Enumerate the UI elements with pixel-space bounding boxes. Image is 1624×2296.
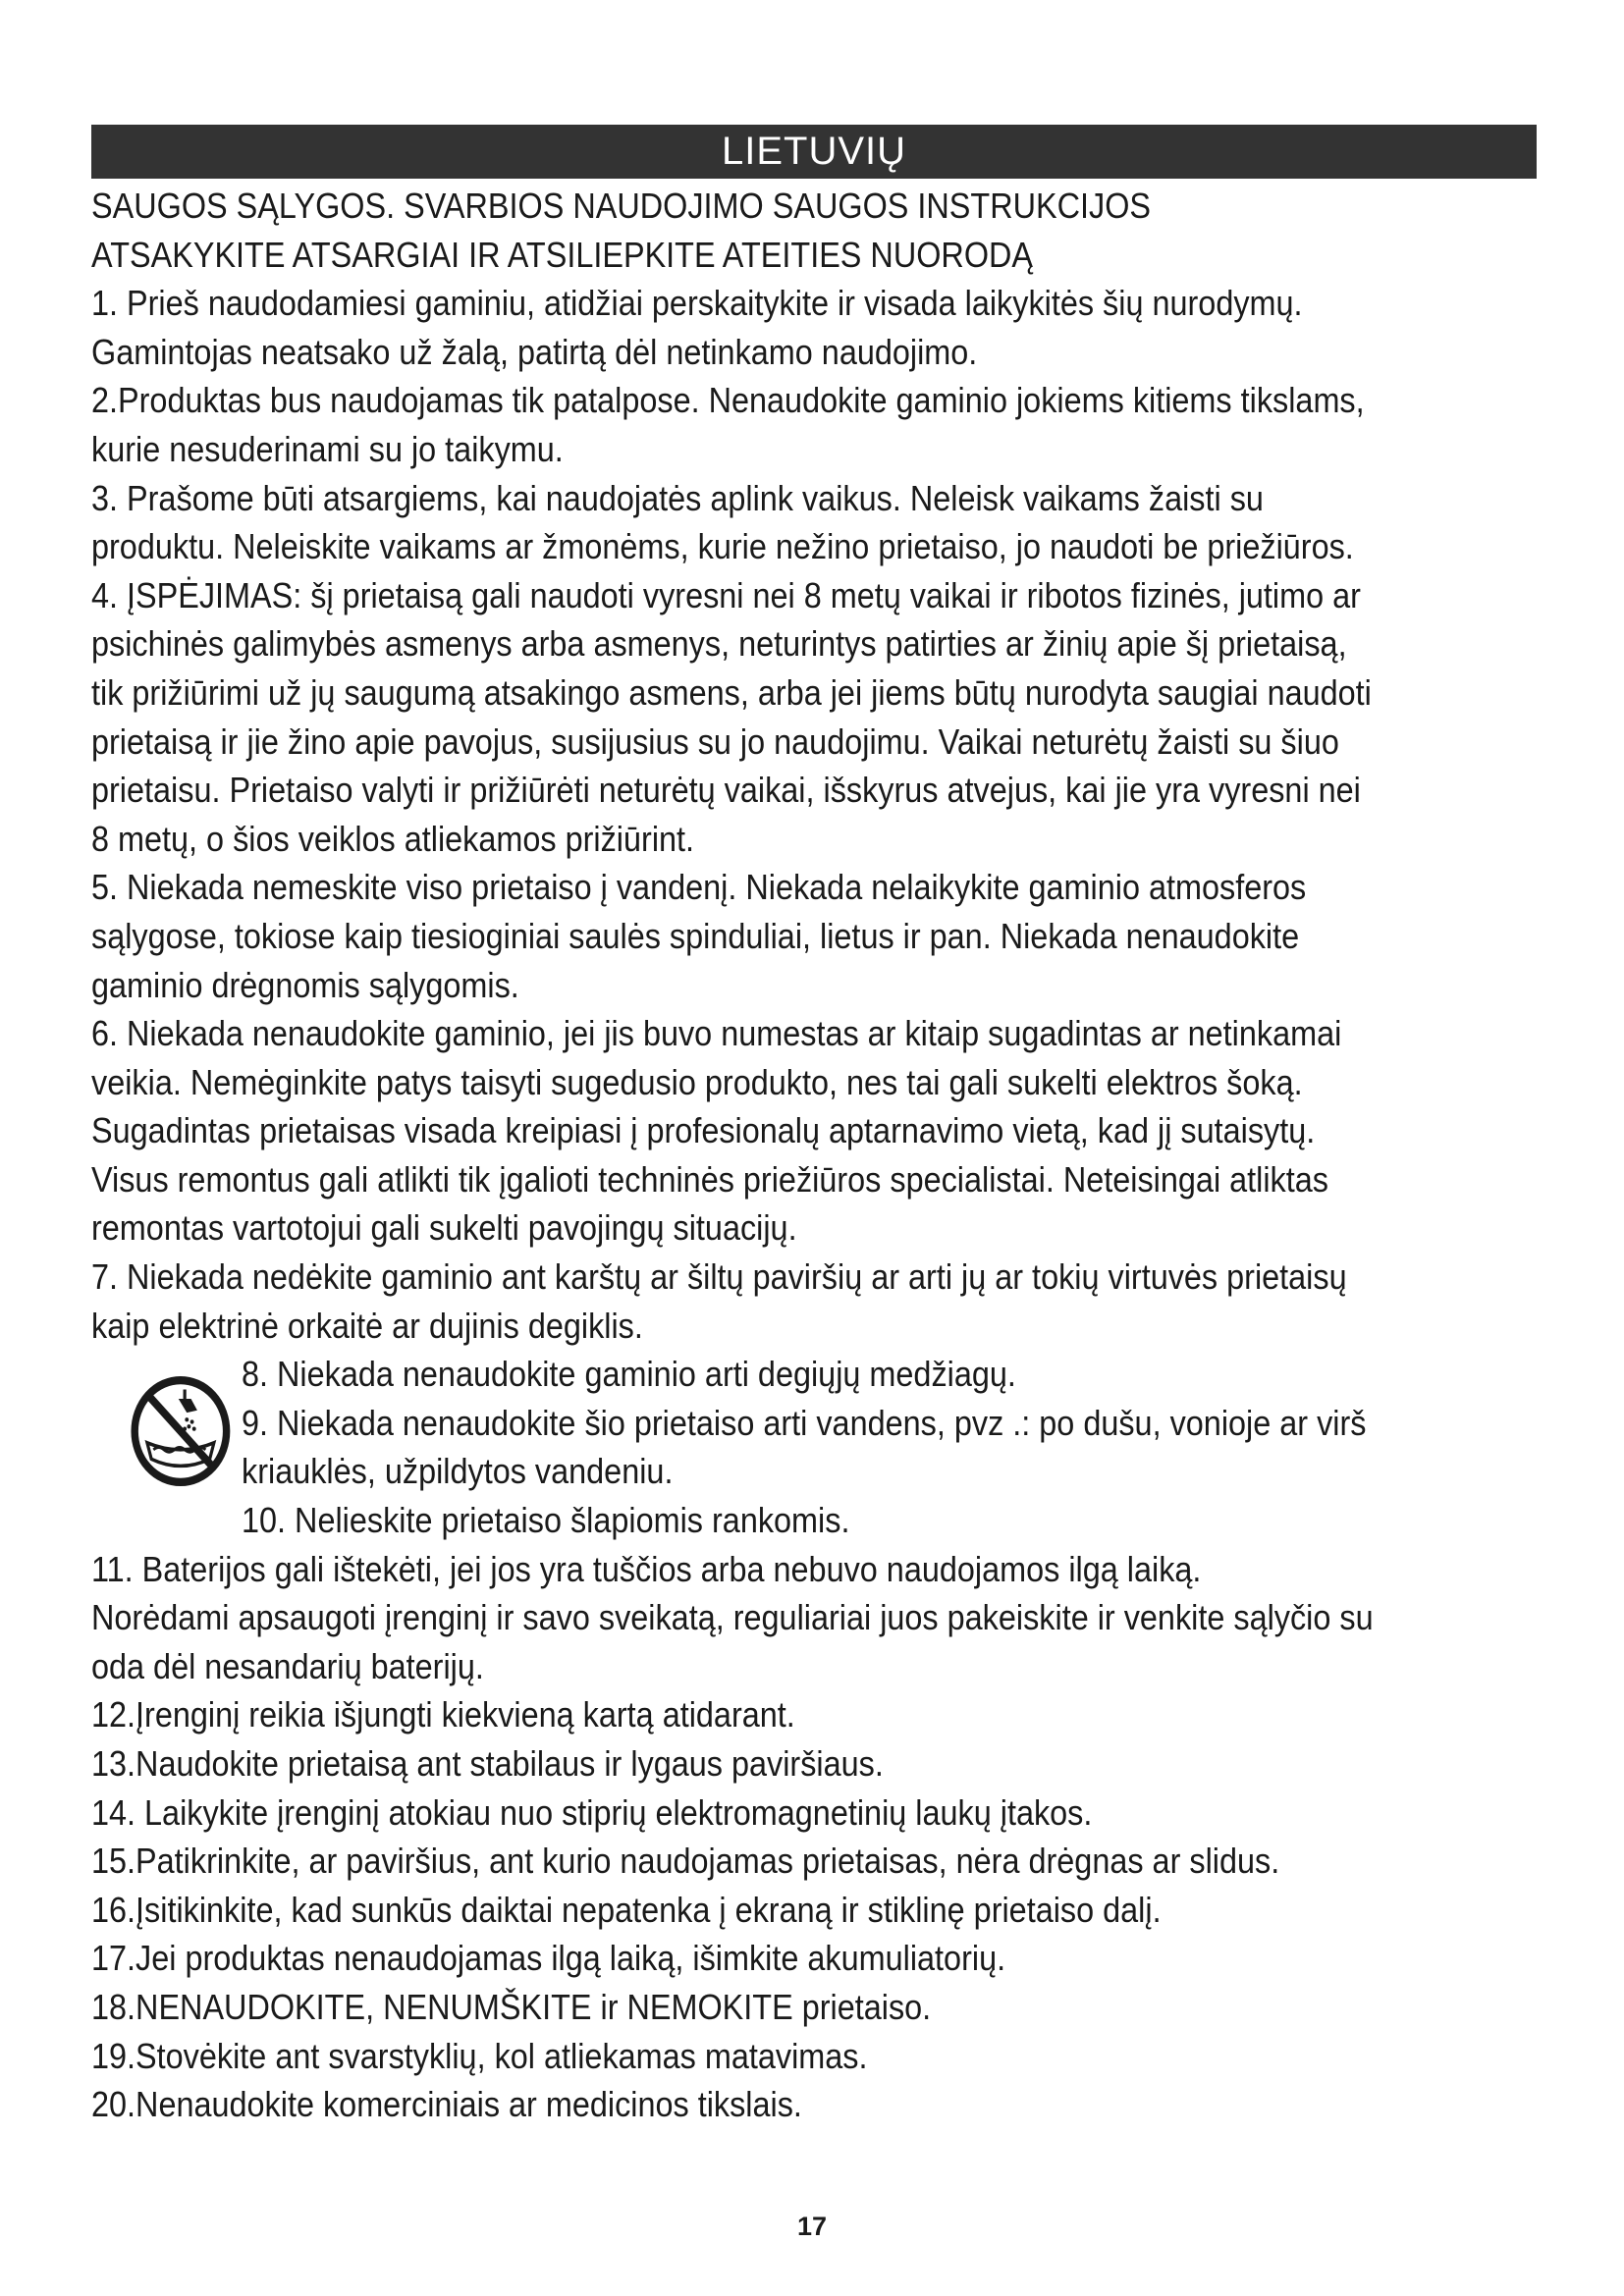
instruction-line: tik prižiūrimi už jų saugumą atsakingo asmens, arba jei jiems būtų nurodyta saugiai naudoti xyxy=(91,671,1372,713)
instruction-line: 12.Įrenginį reikia išjungti kiekvieną kartą atidarant. xyxy=(91,1694,795,1735)
instruction-line: 9. Niekada nenaudokite šio prietaiso arti vandens, pvz .: po dušu, vonioje ar virš xyxy=(242,1402,1367,1443)
instruction-line: kurie nesuderinami su jo taikymu. xyxy=(91,428,564,469)
instructions-content xyxy=(91,182,1541,2129)
page-number: 17 xyxy=(796,2212,828,2241)
instruction-line: oda dėl nesandarių baterijų. xyxy=(91,1645,484,1686)
no-water-near-shower-icon xyxy=(129,1373,233,1489)
instruction-line: remontas vartotojui gali sukelti pavojingų situacijų. xyxy=(91,1207,797,1249)
instruction-line: veikia. Nemėginkite patys taisyti sugedusio produkto, nes tai gali sukelti elektros šoką. xyxy=(91,1061,1303,1102)
instruction-line: 17.Jei produktas nenaudojamas ilgą laiką, išimkite akumuliatorių. xyxy=(91,1938,1006,1979)
instruction-line: 1. Prieš naudodamiesi gaminiu, atidžiai perskaitykite ir visada laikykitės šių nurodymų. xyxy=(91,283,1303,324)
instruction-line: kaip elektrinė orkaitė ar dujinis degiklis. xyxy=(91,1305,643,1346)
instruction-line: 11. Baterijos gali ištekėti, jei jos yra tuščios arba nebuvo naudojamos ilgą laiką. xyxy=(91,1548,1202,1589)
instruction-line: Gamintojas neatsako už žalą, patirtą dėl netinkamo naudojimo. xyxy=(91,331,978,372)
instruction-line: produktu. Neleiskite vaikams ar žmonėms, kurie nežino prietaiso, jo naudoti be priežiūros. xyxy=(91,526,1354,567)
instruction-line: prietaisu. Prietaiso valyti ir prižiūrėti neturėtų vaikai, išskyrus atvejus, kai jie yra vyresni nei xyxy=(91,770,1361,811)
instruction-line: 13.Naudokite prietaisą ant stabilaus ir lygaus paviršiaus. xyxy=(91,1743,884,1784)
instruction-line: 2.Produktas bus naudojamas tik patalpose. Nenaudokite gaminio jokiems kitiems tikslams, xyxy=(91,380,1365,421)
instruction-line: 7. Niekada nedėkite gaminio ant karštų ar šiltų paviršių ar arti jų ar tokių virtuvės prietaisų xyxy=(91,1256,1347,1298)
instruction-line: gaminio drėgnomis sąlygomis. xyxy=(91,964,519,1005)
instruction-line: Sugadintas prietaisas visada kreipiasi į profesionalų aptarnavimo vietą, kad jį sutaisytų. xyxy=(91,1110,1316,1151)
section-title: ATSAKYKITE ATSARGIAI IR ATSILIEPKITE ATEITIES NUORODĄ xyxy=(91,234,1034,275)
instruction-line: prietaisą ir jie žino apie pavojus, susijusius su jo naudojimu. Vaikai neturėtų žaisti su šiuo xyxy=(91,721,1339,762)
instruction-line: 4. ĮSPĖJIMAS: šį prietaisą gali naudoti vyresni nei 8 metų vaikai ir ribotos fizinės, jutimo ar xyxy=(91,574,1361,615)
language-header: LIETUVIŲ xyxy=(91,125,1537,179)
instruction-line: Norėdami apsaugoti įrenginį ir savo sveikatą, reguliariai juos pakeiskite ir venkite sąlyčio su xyxy=(91,1597,1374,1638)
instruction-line: sąlygose, tokiose kaip tiesioginiai saulės spinduliai, lietus ir pan. Niekada nenaudokite xyxy=(91,915,1300,956)
instruction-line: 16.Įsitikinkite, kad sunkūs daiktai nepatenka į ekraną ir stiklinę prietaiso dalį. xyxy=(91,1889,1162,1930)
instruction-line: 3. Prašome būti atsargiems, kai naudojatės aplink vaikus. Neleisk vaikams žaisti su xyxy=(91,477,1264,518)
section-title: SAUGOS SĄLYGOS. SVARBIOS NAUDOJIMO SAUGOS INSTRUKCIJOS xyxy=(91,186,1152,226)
water-warning-block xyxy=(91,1350,1541,1544)
instruction-line: 20.Nenaudokite komerciniais ar medicinos tikslais. xyxy=(91,2084,802,2125)
instruction-line: 8 metų, o šios veiklos atliekamos prižiūrint. xyxy=(91,818,695,859)
instruction-line: 6. Niekada nenaudokite gaminio, jei jis buvo numestas ar kitaip sugadintas ar netinkamai xyxy=(91,1013,1342,1054)
instruction-line: 15.Patikrinkite, ar paviršius, ant kurio naudojamas prietaisas, nėra drėgnas ar slidus. xyxy=(91,1841,1280,1882)
instruction-line: kriauklės, užpildytos vandeniu. xyxy=(242,1451,674,1492)
instruction-line: 5. Niekada nemeskite viso prietaiso į vandenį. Niekada nelaikykite gaminio atmosferos xyxy=(91,867,1307,908)
instruction-line: psichinės galimybės asmenys arba asmenys, neturintys patirties ar žinių apie šį prietaisą, xyxy=(91,623,1347,665)
instruction-line: Visus remontus gali atlikti tik įgalioti techninės priežiūros specialistai. Neteisingai atliktas xyxy=(91,1158,1328,1200)
instruction-line: 8. Niekada nenaudokite gaminio arti degiųjų medžiagų. xyxy=(242,1354,1016,1395)
instruction-line: 10. Nelieskite prietaiso šlapiomis rankomis. xyxy=(242,1500,850,1541)
instruction-line: 19.Stovėkite ant svarstyklių, kol atliekamas matavimas. xyxy=(91,2035,868,2076)
instruction-line: 18.NENAUDOKITE, NENUMŠKITE ir NEMOKITE prietaiso. xyxy=(91,1986,932,2027)
instruction-line: 14. Laikykite įrenginį atokiau nuo stiprių elektromagnetinių laukų įtakos. xyxy=(91,1791,1093,1833)
